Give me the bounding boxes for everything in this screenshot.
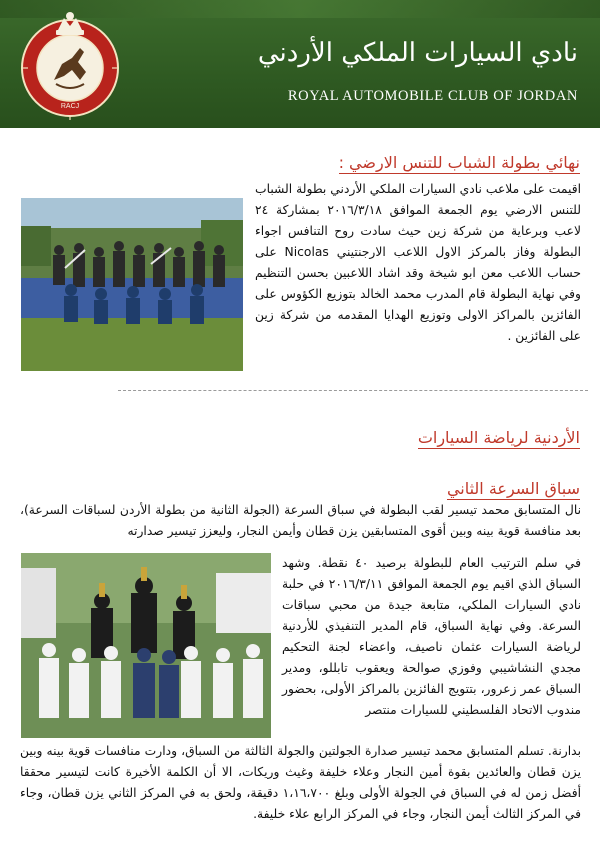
article2-heading: سباق السرعة الثاني [446,479,580,498]
article2-intro: نال المتسابق محمد تيسير لقب البطولة في سباق السرعة (الجولة الثانية من بطولة الأردن لسباقات السرعة)، بعد منافسة قوية بينه وبين أقوى المتسابقين يزن قطان وأيمن النجار، وليعزز تيسير صدارته [20,503,581,538]
header-title-english: ROYAL AUTOMOBILE CLUB OF JORDAN [287,88,578,104]
race-podium-photo [21,553,271,738]
section2-heading: الأردنية لرياضة السيارات [417,428,580,447]
tennis-team-photo [21,198,243,371]
article2-full-text: بدارنة. تسلم المتسابق محمد تيسير صدارة الجولتين والجولة الثالثة من السباق، ودارت منافسات قوية بينه وبين يزن قطان والعائدين بقوة أمين النجار وعلاء خليفة وغيث وريكات، الا أن الكلمة الأخيرة كانت لتيسير محققا أفضل زمن له في السباق في الجولة الأولى وبلغ ١،١٦،٧٠٠ دقيقة، ولحق به في المركز الثاني يزن قطان، وجاء في المركز الثالث أيمن النجار، وجاء في المركز الرابع علاء خليفة. [20,744,581,821]
article2-side-text: في سلم الترتيب العام للبطولة برصيد ٤٠ نقطة. وشهد السباق الذي اقيم يوم الجمعة الموافق ٢٠١٦/٣/١١ في حلبة نادي السيارات الملكي، متابعة جيدة من محبي سباقات السرعة. وفي نهاية السباق، قام المدير التنفيذي للأردنية لرياضة السيارات عثمان ناصيف، واعضاء لجنة التحكيم مجدي النشاشيبي وفوزي صوالحة ويعقوب تابللو، ومدير السباق عمر زعرور، بتتويج الفائزين بالمراكز الأولى، بحضور مندوب الاتحاد الفلسطيني للسيارات منتصر [282,556,581,717]
article1-body: اقيمت على ملاعب نادي السيارات الملكي الأردني بطولة الشباب للتنس الارضي يوم الجمعة الموافق ٢٠١٦/٣/١٨ بمشاركة ٢٤ لاعب وبرعاية من شركة زين حيث سادت روح التنافس اجواء البطولة وفاز بالمركز الاول اللاعب الارجنتيني Nicolas على حساب اللاعب معن ابو شيخة وقد اشاد اللاعبين بحسن التنظيم وفي نهاية البطولة قام المدرب محمد الخالد بتوزيع الكؤوس على الفائزين بالمراكز الاولى وتوزيع الهدايا المقدمه من شركة زين على الفائزين . [255,182,582,343]
club-logo [14,8,126,120]
article1-heading: نهائي بطولة الشباب للتنس الارضي : [338,153,580,172]
section-divider [118,390,588,391]
page-header [0,0,600,128]
header-title-arabic: نادي السيارات الملكي الأردني [257,38,578,68]
svg-text:RACJ: RACJ [60,103,80,110]
